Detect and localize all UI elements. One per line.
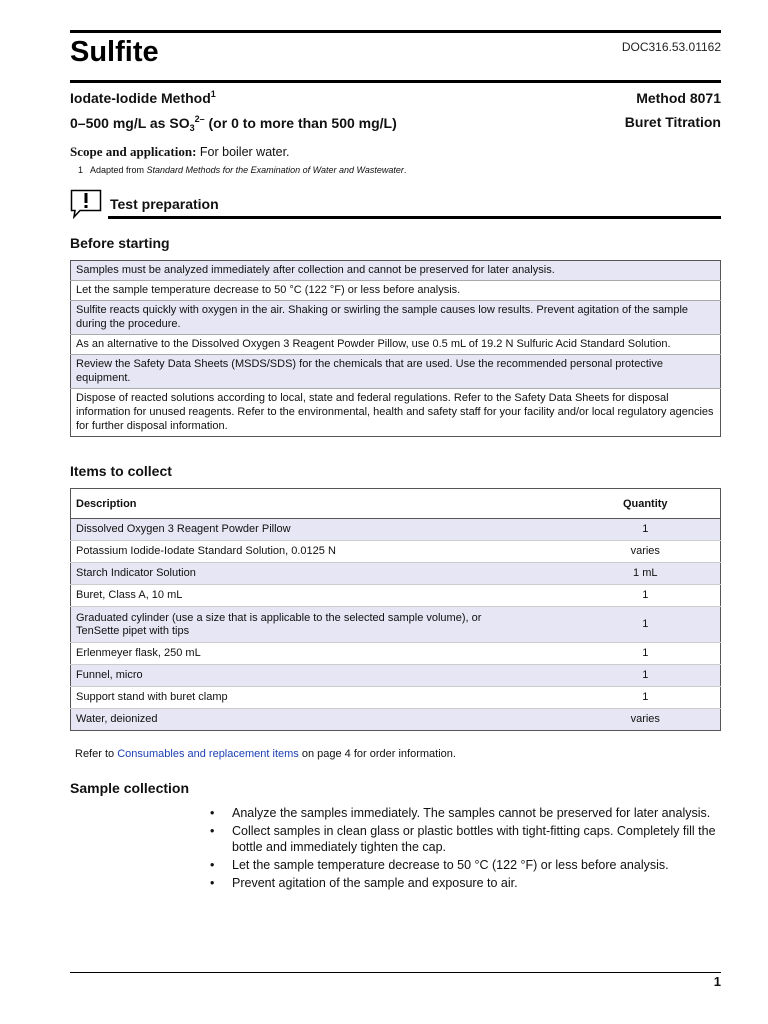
table-cell: Dispose of reacted solutions according to local, state and federal regulations. Refer to the Safety Data Sheets for disposal information for unused reagents. Refer to the environmental, health and safety staff for your facility and/or local regulatory agencies for further disposal information.: [76, 392, 714, 432]
footnote-suffix: .: [403, 165, 407, 175]
item-description: Support stand with buret clamp: [71, 687, 571, 709]
page-number: 1: [713, 974, 721, 989]
table-row: [71, 335, 721, 355]
item-quantity: 1: [571, 585, 721, 607]
item-description: Starch Indicator Solution: [71, 563, 571, 585]
table-row: [71, 519, 721, 541]
column-header-quantity: Quantity: [571, 489, 721, 519]
method-name: [70, 89, 216, 106]
table-row: [71, 563, 721, 585]
list-item: • Let the sample temperature decrease to 50 °C (122 °F) or less before analysis.: [210, 857, 721, 873]
item-quantity: varies: [571, 709, 721, 731]
table-cell: Sulfite reacts quickly with oxygen in the air. Shaking or swirling the sample causes low results. Prevent agitation of the sample during the procedure.: [71, 301, 721, 335]
technique: Buret Titration: [624, 114, 721, 130]
item-description: Water, deionized: [71, 709, 571, 731]
scope-text: For boiler water.: [196, 145, 290, 159]
range-subscript: 3: [189, 123, 195, 133]
table-row: [71, 281, 721, 301]
table-row: [71, 709, 721, 731]
table-row: [71, 607, 721, 643]
table-header-row: [71, 489, 721, 519]
table-row: [71, 261, 721, 281]
scope-label: Scope and application:: [70, 144, 197, 159]
table-row: [71, 585, 721, 607]
item-quantity: 1: [571, 687, 721, 709]
before-starting-heading: Before starting: [70, 235, 170, 251]
column-header-description: Description: [71, 489, 571, 519]
range-superscript: 2–: [194, 114, 205, 124]
item-description: Potassium Iodide-Iodate Standard Solution, 0.0125 N: [71, 541, 571, 563]
item-quantity: 1: [571, 643, 721, 665]
sample-collection-heading: Sample collection: [70, 780, 190, 796]
item-quantity: 1: [571, 607, 721, 643]
consumables-link[interactable]: Consumables and replacement items: [117, 748, 299, 760]
title-rule: [70, 80, 721, 83]
before-starting-table: [70, 260, 721, 437]
table-row: [71, 301, 721, 335]
table-row: [71, 643, 721, 665]
method-number: Method 8071: [636, 90, 721, 106]
item-description: Graduated cylinder (use a size that is applicable to the selected sample volume), or TenSette pipet with tips: [71, 607, 571, 643]
order-info-note: [75, 748, 456, 760]
footnote-source: Standard Methods for the Examination of Water and Wastewater: [146, 165, 404, 175]
doc-number: DOC316.53.01162: [621, 40, 721, 54]
method-name-text: Iodate-Iodide Method: [70, 90, 211, 106]
list-item: • Prevent agitation of the sample and exposure to air.: [210, 875, 721, 891]
item-quantity: 1 mL: [571, 563, 721, 585]
table-cell: Samples must be analyzed immediately after collection and cannot be preserved for later analysis.: [71, 261, 721, 281]
item-description: Erlenmeyer flask, 250 mL: [71, 643, 571, 665]
list-item: • Collect samples in clean glass or plastic bottles with tight-fitting caps. Completely fill the bottle and immediately tighten the cap.: [210, 823, 721, 855]
footnote: [78, 165, 406, 175]
table-cell: As an alternative to the Dissolved Oxygen 3 Reagent Powder Pillow, use 0.5 mL of 19.2 N Sulfuric Acid Standard Solution.: [71, 335, 721, 355]
item-description: Dissolved Oxygen 3 Reagent Powder Pillow: [71, 519, 571, 541]
measurement-range: [70, 114, 397, 133]
top-rule: [70, 30, 721, 33]
range-suffix: (or 0 to more than 500 mg/L): [204, 115, 397, 131]
table-row: [71, 687, 721, 709]
method-footnote-ref: 1: [210, 89, 216, 99]
list-item: • Analyze the samples immediately. The samples cannot be preserved for later analysis.: [210, 805, 721, 821]
refer-suffix: on page 4 for order information.: [298, 748, 456, 760]
sample-collection-list: [210, 805, 721, 893]
item-description: Buret, Class A, 10 mL: [71, 585, 571, 607]
table-row: [71, 389, 721, 437]
item-quantity: 1: [571, 665, 721, 687]
items-to-collect-heading: Items to collect: [70, 463, 172, 479]
test-preparation-rule: [108, 216, 721, 219]
table-row: [71, 355, 721, 389]
table-cell: Review the Safety Data Sheets (MSDS/SDS) for the chemicals that are used. Use the recommended personal protective equipment.: [71, 355, 721, 389]
test-preparation-title: Test preparation: [110, 196, 219, 212]
footnote-number: 1: [78, 165, 84, 175]
footer-rule: [70, 972, 721, 973]
table-row: [71, 665, 721, 687]
footnote-prefix: Adapted from: [90, 165, 147, 175]
page-title: Sulfite: [70, 36, 159, 68]
item-quantity: 1: [571, 519, 721, 541]
table-row: [71, 541, 721, 563]
range-prefix: 0–500 mg/L as SO: [70, 115, 190, 131]
scope-application: [70, 144, 290, 160]
table-cell: Let the sample temperature decrease to 50 °C (122 °F) or less before analysis.: [71, 281, 721, 301]
warning-note-icon: [70, 189, 102, 219]
item-quantity: varies: [571, 541, 721, 563]
refer-prefix: Refer to: [75, 748, 118, 760]
item-description: Funnel, micro: [71, 665, 571, 687]
items-to-collect-table: [70, 488, 721, 731]
